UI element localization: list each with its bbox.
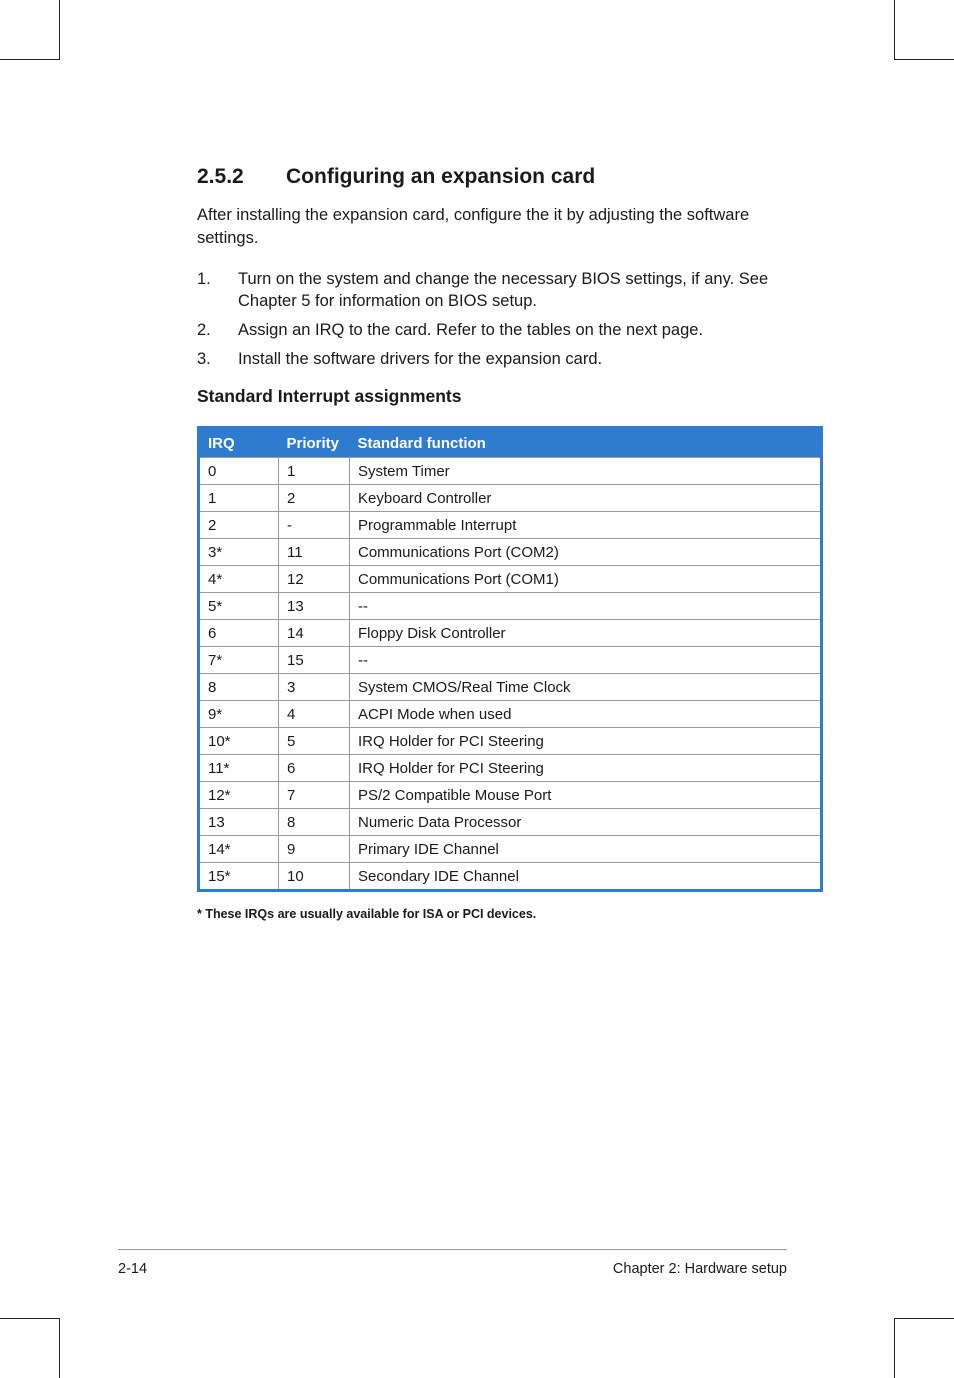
step-text: Install the software drivers for the expansion card.: [238, 350, 603, 368]
steps-list: [197, 268, 797, 377]
cell-priority: -: [279, 512, 350, 539]
table-row: [199, 593, 822, 620]
step-number: 2.: [197, 321, 211, 339]
cell-priority: 4: [279, 701, 350, 728]
cell-priority: 10: [279, 863, 350, 891]
cell-function: IRQ Holder for PCI Steering: [350, 755, 822, 782]
cell-irq: 1: [199, 485, 279, 512]
cell-function: PS/2 Compatible Mouse Port: [350, 782, 822, 809]
irq-table: [197, 426, 823, 892]
cell-irq: 7*: [199, 647, 279, 674]
cell-priority: 13: [279, 593, 350, 620]
cell-priority: 7: [279, 782, 350, 809]
table-row: [199, 863, 822, 891]
cell-irq: 5*: [199, 593, 279, 620]
cell-function: --: [350, 593, 822, 620]
table-header-row: [199, 428, 822, 458]
section-number: 2.5.2: [197, 165, 244, 188]
step-text: Assign an IRQ to the card. Refer to the tables on the next page.: [238, 321, 704, 339]
cell-irq: 8: [199, 674, 279, 701]
cell-irq: 13: [199, 809, 279, 836]
table-row: [199, 539, 822, 566]
table-title: Standard Interrupt assignments: [197, 386, 462, 406]
step-text: Turn on the system and change the necessary BIOS settings, if any. See Chapter 5 for information on BIOS setup.: [238, 270, 769, 310]
cell-irq: 14*: [199, 836, 279, 863]
cell-function: Numeric Data Processor: [350, 809, 822, 836]
step-item: [197, 348, 797, 370]
header-priority: Priority: [279, 428, 350, 458]
header-irq: IRQ: [199, 428, 279, 458]
cell-priority: 11: [279, 539, 350, 566]
cell-function: Communications Port (COM2): [350, 539, 822, 566]
cell-irq: 12*: [199, 782, 279, 809]
cell-function: Keyboard Controller: [350, 485, 822, 512]
cell-priority: 1: [279, 458, 350, 485]
cell-function: --: [350, 647, 822, 674]
crop-mark-bottom-left-v: [59, 1318, 60, 1378]
table-row: [199, 458, 822, 485]
crop-mark-top-left-h: [0, 59, 60, 60]
cell-function: ACPI Mode when used: [350, 701, 822, 728]
step-number: 1.: [197, 270, 211, 288]
cell-function: System Timer: [350, 458, 822, 485]
crop-mark-bottom-right-h: [894, 1318, 954, 1319]
table-row: [199, 782, 822, 809]
cell-priority: 2: [279, 485, 350, 512]
table-row: [199, 485, 822, 512]
table-body: [199, 458, 822, 891]
crop-mark-top-right-v: [894, 0, 895, 60]
step-number: 3.: [197, 350, 211, 368]
table-row: [199, 512, 822, 539]
crop-mark-bottom-left-h: [0, 1318, 60, 1319]
step-item: [197, 268, 797, 312]
cell-irq: 6: [199, 620, 279, 647]
table-row: [199, 566, 822, 593]
page-number: 2-14: [118, 1261, 148, 1277]
table-row: [199, 701, 822, 728]
cell-irq: 10*: [199, 728, 279, 755]
cell-function: Secondary IDE Channel: [350, 863, 822, 891]
table-row: [199, 728, 822, 755]
table-row: [199, 647, 822, 674]
cell-function: System CMOS/Real Time Clock: [350, 674, 822, 701]
chapter-label: Chapter 2: Hardware setup: [612, 1261, 787, 1277]
section-title: [197, 165, 595, 189]
cell-priority: 6: [279, 755, 350, 782]
cell-irq: 2: [199, 512, 279, 539]
table-row: [199, 674, 822, 701]
cell-irq: 4*: [199, 566, 279, 593]
crop-mark-top-left-v: [59, 0, 60, 60]
table-row: [199, 755, 822, 782]
cell-function: Communications Port (COM1): [350, 566, 822, 593]
cell-function: Primary IDE Channel: [350, 836, 822, 863]
cell-irq: 0: [199, 458, 279, 485]
table-row: [199, 620, 822, 647]
crop-mark-bottom-right-v: [894, 1318, 895, 1378]
cell-irq: 11*: [199, 755, 279, 782]
cell-priority: 5: [279, 728, 350, 755]
cell-irq: 15*: [199, 863, 279, 891]
cell-priority: 9: [279, 836, 350, 863]
step-item: [197, 319, 797, 341]
cell-priority: 8: [279, 809, 350, 836]
cell-priority: 12: [279, 566, 350, 593]
header-standard-function: Standard function: [350, 428, 822, 458]
cell-priority: 14: [279, 620, 350, 647]
table-row: [199, 836, 822, 863]
footnote: * These IRQs are usually available for ISA or PCI devices.: [197, 907, 537, 921]
cell-priority: 3: [279, 674, 350, 701]
table-row: [199, 809, 822, 836]
crop-mark-top-right-h: [894, 59, 954, 60]
section-title-text: Configuring an expansion card: [286, 165, 596, 188]
cell-function: Programmable Interrupt: [350, 512, 822, 539]
cell-irq: 3*: [199, 539, 279, 566]
cell-priority: 15: [279, 647, 350, 674]
cell-irq: 9*: [199, 701, 279, 728]
cell-function: Floppy Disk Controller: [350, 620, 822, 647]
intro-paragraph: After installing the expansion card, configure the it by adjusting the software settings.: [197, 206, 750, 247]
cell-function: IRQ Holder for PCI Steering: [350, 728, 822, 755]
footer-divider: [118, 1249, 787, 1250]
